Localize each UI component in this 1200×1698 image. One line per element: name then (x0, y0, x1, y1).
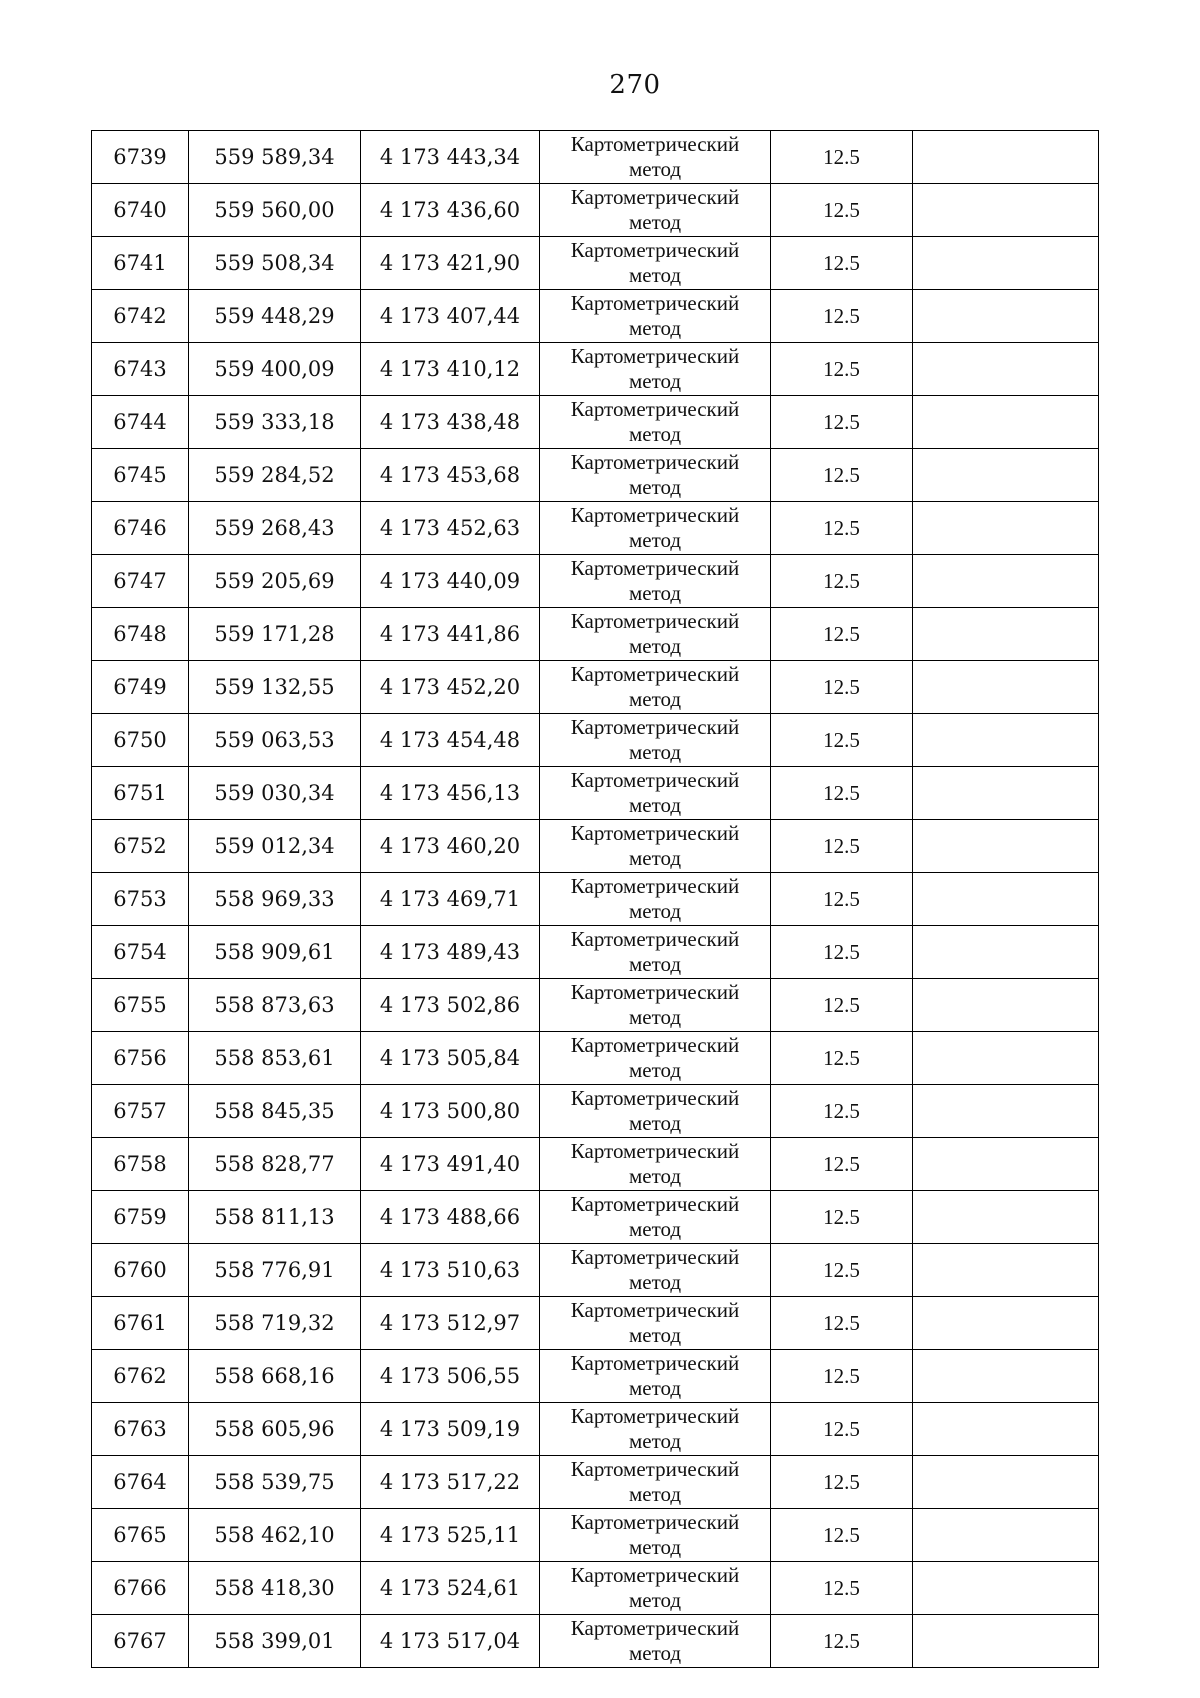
note-cell (913, 449, 1099, 502)
method-cell (540, 1350, 771, 1403)
method-line-1: Картометрический (570, 556, 740, 580)
method-cell (540, 502, 771, 555)
note-cell (913, 1085, 1099, 1138)
method-cell (540, 184, 771, 237)
x-coordinate-cell: 558 605,96 (189, 1403, 361, 1456)
y-coordinate-cell: 4 173 491,40 (361, 1138, 540, 1191)
method-line-2: метод (628, 1111, 682, 1135)
y-coordinate-cell: 4 173 460,20 (361, 820, 540, 873)
table-row (92, 396, 1099, 449)
method-cell (540, 661, 771, 714)
method-line-2: метод (628, 1217, 682, 1241)
x-coordinate-cell: 559 171,28 (189, 608, 361, 661)
method-line-1: Картометрический (570, 1404, 740, 1428)
accuracy-cell: 12.5 (771, 1403, 913, 1456)
y-coordinate-cell: 4 173 524,61 (361, 1562, 540, 1615)
method-line-2: метод (628, 210, 682, 234)
method-cell (540, 449, 771, 502)
point-number-cell: 6747 (92, 555, 189, 608)
method-line-1: Картометрический (570, 821, 740, 845)
accuracy-cell: 12.5 (771, 1350, 913, 1403)
point-number-cell: 6756 (92, 1032, 189, 1085)
method-line-1: Картометрический (570, 1351, 740, 1375)
method-line-2: метод (628, 1588, 682, 1612)
table-row (92, 1562, 1099, 1615)
method-line-2: метод (628, 1270, 682, 1294)
note-cell (913, 661, 1099, 714)
note-cell (913, 608, 1099, 661)
point-number-cell: 6755 (92, 979, 189, 1032)
accuracy-cell: 12.5 (771, 767, 913, 820)
x-coordinate-cell: 559 333,18 (189, 396, 361, 449)
method-cell (540, 767, 771, 820)
table-row (92, 1244, 1099, 1297)
accuracy-cell: 12.5 (771, 608, 913, 661)
table-row (92, 237, 1099, 290)
method-cell (540, 1138, 771, 1191)
y-coordinate-cell: 4 173 525,11 (361, 1509, 540, 1562)
note-cell (913, 873, 1099, 926)
note-cell (913, 555, 1099, 608)
note-cell (913, 1456, 1099, 1509)
point-number-cell: 6752 (92, 820, 189, 873)
x-coordinate-cell: 559 589,34 (189, 131, 361, 184)
y-coordinate-cell: 4 173 410,12 (361, 343, 540, 396)
method-cell (540, 1032, 771, 1085)
x-coordinate-cell: 558 668,16 (189, 1350, 361, 1403)
method-line-2: метод (628, 1323, 682, 1347)
x-coordinate-cell: 558 539,75 (189, 1456, 361, 1509)
table-row (92, 714, 1099, 767)
method-line-2: метод (628, 475, 682, 499)
method-line-2: метод (628, 422, 682, 446)
method-cell (540, 1297, 771, 1350)
method-line-2: метод (628, 1376, 682, 1400)
x-coordinate-cell: 558 418,30 (189, 1562, 361, 1615)
x-coordinate-cell: 559 063,53 (189, 714, 361, 767)
method-line-1: Картометрический (570, 980, 740, 1004)
note-cell (913, 343, 1099, 396)
y-coordinate-cell: 4 173 440,09 (361, 555, 540, 608)
method-line-1: Картометрический (570, 715, 740, 739)
note-cell (913, 184, 1099, 237)
x-coordinate-cell: 559 508,34 (189, 237, 361, 290)
table-row (92, 873, 1099, 926)
point-number-cell: 6762 (92, 1350, 189, 1403)
page-number: 270 (609, 70, 661, 100)
method-line-1: Картометрический (570, 185, 740, 209)
y-coordinate-cell: 4 173 407,44 (361, 290, 540, 343)
point-number-cell: 6754 (92, 926, 189, 979)
method-cell (540, 1085, 771, 1138)
method-cell (540, 979, 771, 1032)
method-line-2: метод (628, 1482, 682, 1506)
method-line-1: Картометрический (570, 1298, 740, 1322)
method-line-2: метод (628, 952, 682, 976)
note-cell (913, 1191, 1099, 1244)
table-row (92, 184, 1099, 237)
table-row (92, 767, 1099, 820)
note-cell (913, 1403, 1099, 1456)
x-coordinate-cell: 558 811,13 (189, 1191, 361, 1244)
x-coordinate-cell: 558 776,91 (189, 1244, 361, 1297)
note-cell (913, 1509, 1099, 1562)
x-coordinate-cell: 559 284,52 (189, 449, 361, 502)
accuracy-cell: 12.5 (771, 820, 913, 873)
method-line-1: Картометрический (570, 1139, 740, 1163)
method-line-1: Картометрический (570, 503, 740, 527)
point-number-cell: 6750 (92, 714, 189, 767)
accuracy-cell: 12.5 (771, 555, 913, 608)
method-line-2: метод (628, 581, 682, 605)
method-cell (540, 237, 771, 290)
table-row (92, 820, 1099, 873)
point-number-cell: 6764 (92, 1456, 189, 1509)
y-coordinate-cell: 4 173 509,19 (361, 1403, 540, 1456)
method-line-2: метод (628, 687, 682, 711)
point-number-cell: 6751 (92, 767, 189, 820)
accuracy-cell: 12.5 (771, 1615, 913, 1668)
y-coordinate-cell: 4 173 502,86 (361, 979, 540, 1032)
note-cell (913, 820, 1099, 873)
accuracy-cell: 12.5 (771, 290, 913, 343)
method-cell (540, 555, 771, 608)
accuracy-cell: 12.5 (771, 979, 913, 1032)
method-line-2: метод (628, 634, 682, 658)
point-number-cell: 6742 (92, 290, 189, 343)
note-cell (913, 714, 1099, 767)
accuracy-cell: 12.5 (771, 1085, 913, 1138)
table-row (92, 449, 1099, 502)
point-number-cell: 6743 (92, 343, 189, 396)
point-number-cell: 6748 (92, 608, 189, 661)
table-row (92, 502, 1099, 555)
point-number-cell: 6749 (92, 661, 189, 714)
note-cell (913, 237, 1099, 290)
method-line-2: метод (628, 740, 682, 764)
point-number-cell: 6757 (92, 1085, 189, 1138)
table-row (92, 1191, 1099, 1244)
note-cell (913, 290, 1099, 343)
method-line-1: Картометрический (570, 1510, 740, 1534)
coordinates-table (91, 130, 1099, 1668)
x-coordinate-cell: 559 205,69 (189, 555, 361, 608)
method-line-1: Картометрический (570, 1616, 740, 1640)
table-row (92, 1350, 1099, 1403)
y-coordinate-cell: 4 173 488,66 (361, 1191, 540, 1244)
y-coordinate-cell: 4 173 421,90 (361, 237, 540, 290)
accuracy-cell: 12.5 (771, 714, 913, 767)
method-cell (540, 1615, 771, 1668)
method-line-1: Картометрический (570, 874, 740, 898)
note-cell (913, 1562, 1099, 1615)
method-line-1: Картометрический (570, 291, 740, 315)
table-row (92, 290, 1099, 343)
method-cell (540, 1191, 771, 1244)
y-coordinate-cell: 4 173 456,13 (361, 767, 540, 820)
method-line-1: Картометрический (570, 132, 740, 156)
table-row (92, 1403, 1099, 1456)
note-cell (913, 502, 1099, 555)
method-line-2: метод (628, 793, 682, 817)
method-cell (540, 926, 771, 979)
method-cell (540, 1244, 771, 1297)
accuracy-cell: 12.5 (771, 926, 913, 979)
x-coordinate-cell: 558 399,01 (189, 1615, 361, 1668)
method-line-2: метод (628, 846, 682, 870)
method-line-1: Картометрический (570, 450, 740, 474)
accuracy-cell: 12.5 (771, 131, 913, 184)
method-line-1: Картометрический (570, 238, 740, 262)
table-row (92, 1615, 1099, 1668)
method-line-1: Картометрический (570, 1563, 740, 1587)
method-line-1: Картометрический (570, 1457, 740, 1481)
method-cell (540, 290, 771, 343)
method-line-2: метод (628, 1641, 682, 1665)
coordinates-table-body (92, 131, 1099, 1668)
accuracy-cell: 12.5 (771, 661, 913, 714)
y-coordinate-cell: 4 173 454,48 (361, 714, 540, 767)
method-cell (540, 873, 771, 926)
note-cell (913, 131, 1099, 184)
x-coordinate-cell: 559 268,43 (189, 502, 361, 555)
point-number-cell: 6740 (92, 184, 189, 237)
table-row (92, 1509, 1099, 1562)
method-line-2: метод (628, 157, 682, 181)
method-line-1: Картометрический (570, 1086, 740, 1110)
table-row (92, 343, 1099, 396)
y-coordinate-cell: 4 173 500,80 (361, 1085, 540, 1138)
method-line-2: метод (628, 1164, 682, 1188)
point-number-cell: 6744 (92, 396, 189, 449)
x-coordinate-cell: 558 969,33 (189, 873, 361, 926)
y-coordinate-cell: 4 173 505,84 (361, 1032, 540, 1085)
point-number-cell: 6739 (92, 131, 189, 184)
point-number-cell: 6753 (92, 873, 189, 926)
point-number-cell: 6766 (92, 1562, 189, 1615)
point-number-cell: 6759 (92, 1191, 189, 1244)
point-number-cell: 6758 (92, 1138, 189, 1191)
point-number-cell: 6765 (92, 1509, 189, 1562)
note-cell (913, 1138, 1099, 1191)
method-cell (540, 1509, 771, 1562)
method-line-1: Картометрический (570, 768, 740, 792)
y-coordinate-cell: 4 173 452,63 (361, 502, 540, 555)
x-coordinate-cell: 558 462,10 (189, 1509, 361, 1562)
method-cell (540, 714, 771, 767)
table-row (92, 926, 1099, 979)
table-row (92, 131, 1099, 184)
method-line-1: Картометрический (570, 1033, 740, 1057)
y-coordinate-cell: 4 173 517,04 (361, 1615, 540, 1668)
method-line-1: Картометрический (570, 609, 740, 633)
note-cell (913, 979, 1099, 1032)
method-line-2: метод (628, 1535, 682, 1559)
method-line-2: метод (628, 1058, 682, 1082)
method-line-2: метод (628, 1429, 682, 1453)
table-row (92, 661, 1099, 714)
method-line-2: метод (628, 899, 682, 923)
accuracy-cell: 12.5 (771, 343, 913, 396)
method-cell (540, 343, 771, 396)
accuracy-cell: 12.5 (771, 184, 913, 237)
y-coordinate-cell: 4 173 512,97 (361, 1297, 540, 1350)
point-number-cell: 6745 (92, 449, 189, 502)
method-line-1: Картометрический (570, 662, 740, 686)
x-coordinate-cell: 559 030,34 (189, 767, 361, 820)
x-coordinate-cell: 558 845,35 (189, 1085, 361, 1138)
table-row (92, 1032, 1099, 1085)
table-row (92, 608, 1099, 661)
y-coordinate-cell: 4 173 506,55 (361, 1350, 540, 1403)
table-row (92, 1085, 1099, 1138)
accuracy-cell: 12.5 (771, 1244, 913, 1297)
x-coordinate-cell: 558 873,63 (189, 979, 361, 1032)
y-coordinate-cell: 4 173 517,22 (361, 1456, 540, 1509)
x-coordinate-cell: 558 828,77 (189, 1138, 361, 1191)
y-coordinate-cell: 4 173 438,48 (361, 396, 540, 449)
method-cell (540, 608, 771, 661)
note-cell (913, 767, 1099, 820)
y-coordinate-cell: 4 173 436,60 (361, 184, 540, 237)
x-coordinate-cell: 559 012,34 (189, 820, 361, 873)
method-cell (540, 1562, 771, 1615)
note-cell (913, 1244, 1099, 1297)
method-line-1: Картометрический (570, 344, 740, 368)
method-line-1: Картометрический (570, 927, 740, 951)
accuracy-cell: 12.5 (771, 1032, 913, 1085)
y-coordinate-cell: 4 173 489,43 (361, 926, 540, 979)
table-row (92, 979, 1099, 1032)
accuracy-cell: 12.5 (771, 237, 913, 290)
point-number-cell: 6746 (92, 502, 189, 555)
accuracy-cell: 12.5 (771, 1138, 913, 1191)
accuracy-cell: 12.5 (771, 396, 913, 449)
method-line-2: метод (628, 263, 682, 287)
method-line-1: Картометрический (570, 397, 740, 421)
point-number-cell: 6760 (92, 1244, 189, 1297)
point-number-cell: 6763 (92, 1403, 189, 1456)
point-number-cell: 6767 (92, 1615, 189, 1668)
method-cell (540, 1456, 771, 1509)
point-number-cell: 6761 (92, 1297, 189, 1350)
method-cell (540, 820, 771, 873)
method-line-2: метод (628, 316, 682, 340)
accuracy-cell: 12.5 (771, 1191, 913, 1244)
note-cell (913, 1032, 1099, 1085)
method-line-2: метод (628, 528, 682, 552)
table-row (92, 555, 1099, 608)
table-row (92, 1138, 1099, 1191)
accuracy-cell: 12.5 (771, 502, 913, 555)
x-coordinate-cell: 558 853,61 (189, 1032, 361, 1085)
y-coordinate-cell: 4 173 453,68 (361, 449, 540, 502)
table-row (92, 1297, 1099, 1350)
y-coordinate-cell: 4 173 469,71 (361, 873, 540, 926)
y-coordinate-cell: 4 173 443,34 (361, 131, 540, 184)
method-line-2: метод (628, 1005, 682, 1029)
note-cell (913, 396, 1099, 449)
x-coordinate-cell: 559 560,00 (189, 184, 361, 237)
point-number-cell: 6741 (92, 237, 189, 290)
note-cell (913, 926, 1099, 979)
method-line-1: Картометрический (570, 1245, 740, 1269)
y-coordinate-cell: 4 173 452,20 (361, 661, 540, 714)
method-line-2: метод (628, 369, 682, 393)
method-cell (540, 131, 771, 184)
accuracy-cell: 12.5 (771, 873, 913, 926)
table-row (92, 1456, 1099, 1509)
accuracy-cell: 12.5 (771, 1456, 913, 1509)
x-coordinate-cell: 558 719,32 (189, 1297, 361, 1350)
note-cell (913, 1297, 1099, 1350)
method-cell (540, 396, 771, 449)
note-cell (913, 1350, 1099, 1403)
x-coordinate-cell: 559 400,09 (189, 343, 361, 396)
x-coordinate-cell: 559 448,29 (189, 290, 361, 343)
note-cell (913, 1615, 1099, 1668)
accuracy-cell: 12.5 (771, 1509, 913, 1562)
y-coordinate-cell: 4 173 441,86 (361, 608, 540, 661)
accuracy-cell: 12.5 (771, 449, 913, 502)
accuracy-cell: 12.5 (771, 1297, 913, 1350)
x-coordinate-cell: 558 909,61 (189, 926, 361, 979)
method-cell (540, 1403, 771, 1456)
method-line-1: Картометрический (570, 1192, 740, 1216)
x-coordinate-cell: 559 132,55 (189, 661, 361, 714)
accuracy-cell: 12.5 (771, 1562, 913, 1615)
y-coordinate-cell: 4 173 510,63 (361, 1244, 540, 1297)
